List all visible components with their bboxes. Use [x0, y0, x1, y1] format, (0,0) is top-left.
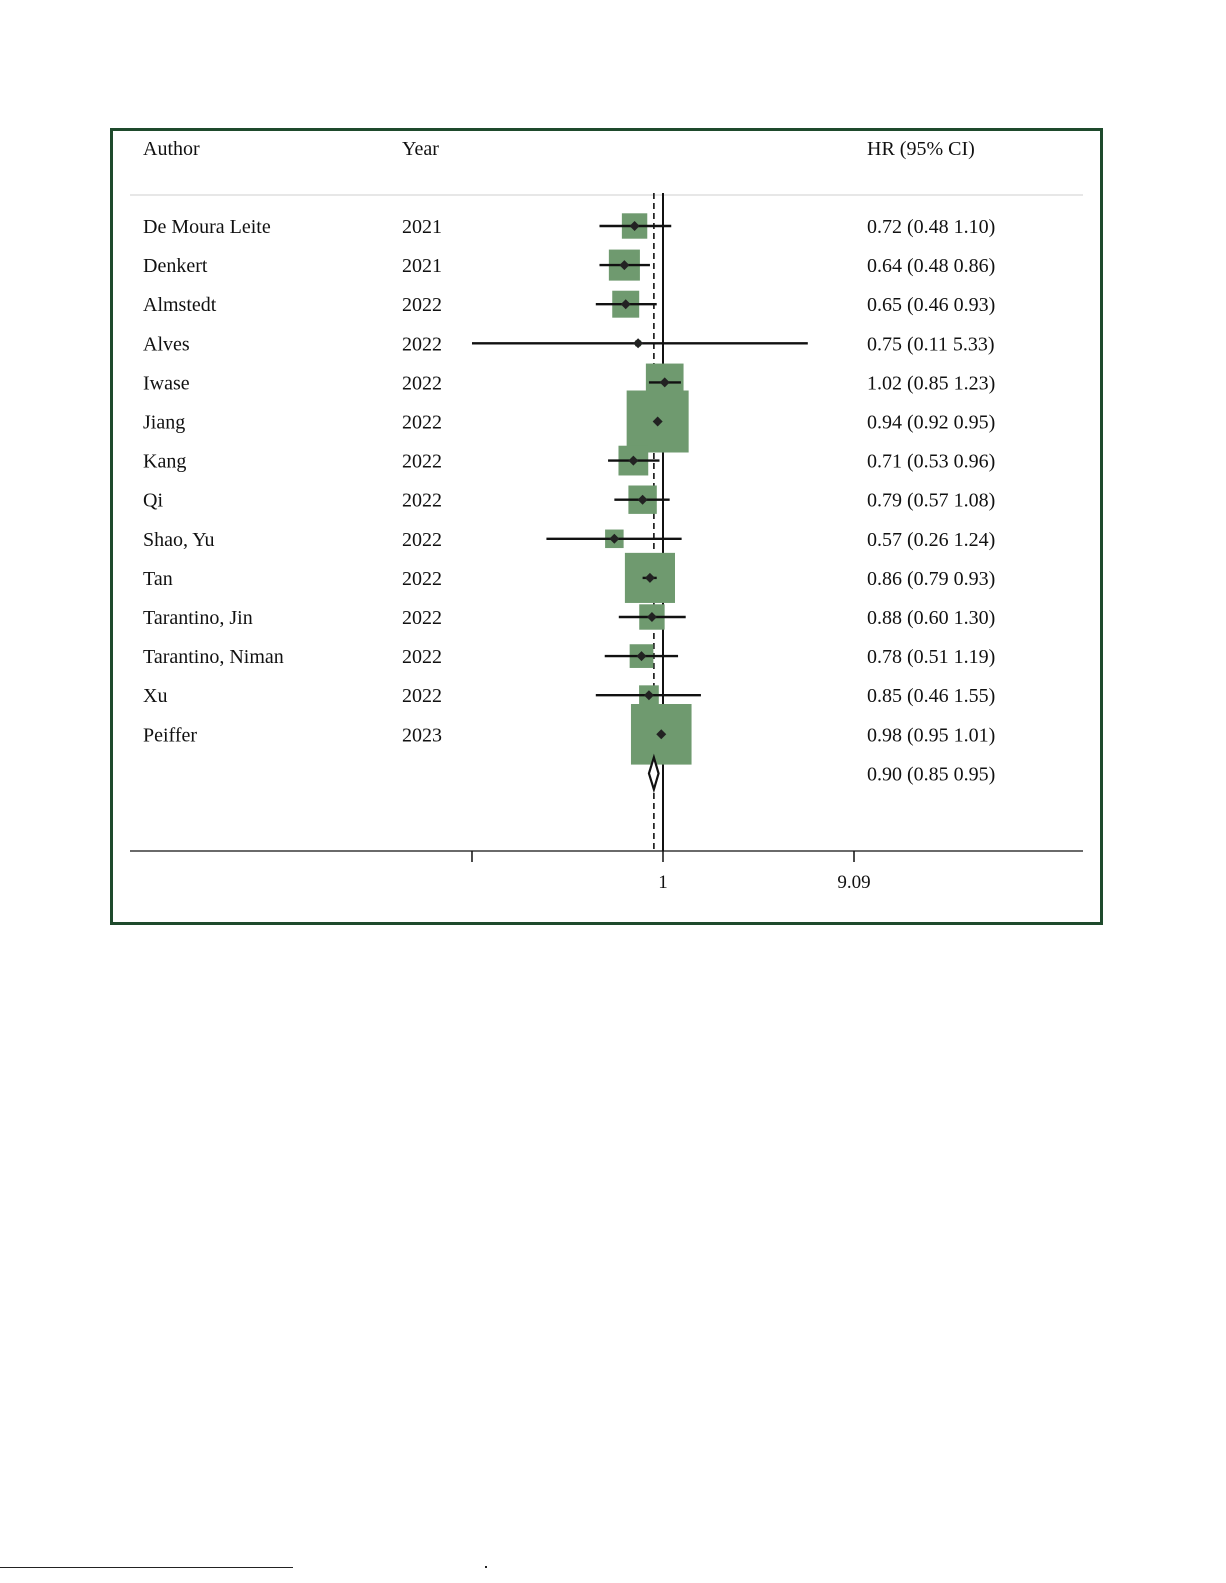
x-tick-label: 1	[658, 872, 668, 893]
study-year: 2022	[402, 489, 442, 512]
study-estimate: 0.86 (0.79 0.93)	[867, 567, 996, 590]
x-tick-label: 9.09	[837, 872, 871, 893]
study-year: 2022	[402, 685, 442, 708]
study-estimate: 0.72 (0.48 1.10)	[867, 216, 996, 238]
study-author: Shao, Yu	[143, 528, 215, 551]
study-estimate: 0.64 (0.48 0.86)	[867, 255, 996, 278]
study-estimate: 0.57 (0.26 1.24)	[867, 528, 996, 551]
study-author: Alves	[143, 333, 190, 356]
study-author: Qi	[143, 489, 163, 512]
study-estimate: 0.85 (0.46 1.55)	[867, 685, 996, 708]
study-author: Xu	[143, 685, 168, 708]
point-estimate	[633, 338, 643, 348]
footer-rule	[0, 1567, 293, 1568]
header-author: Author	[143, 138, 200, 160]
study-estimate: 0.79 (0.57 1.08)	[867, 489, 996, 512]
study-author: Iwase	[143, 372, 190, 395]
study-year: 2022	[402, 450, 442, 473]
study-year: 2022	[402, 411, 442, 434]
study-author: Tarantino, Niman	[143, 646, 284, 669]
study-year: 2023	[402, 724, 442, 747]
study-estimate: 0.65 (0.46 0.93)	[867, 294, 996, 317]
study-year: 2022	[402, 646, 442, 669]
study-author: Tarantino, Jin	[143, 607, 253, 629]
study-estimate: 0.88 (0.60 1.30)	[867, 607, 996, 629]
header-year: Year	[402, 138, 439, 160]
study-year: 2022	[402, 294, 442, 317]
study-author: Almstedt	[143, 294, 217, 317]
study-estimate: 0.98 (0.95 1.01)	[867, 724, 996, 747]
study-year: 2022	[402, 528, 442, 551]
study-year: 2022	[402, 333, 442, 356]
study-estimate: 0.94 (0.92 0.95)	[867, 411, 996, 434]
study-year: 2022	[402, 372, 442, 395]
overall-estimate: 0.90 (0.85 0.95)	[867, 763, 996, 786]
study-author: Peiffer	[143, 724, 198, 747]
study-year: 2021	[402, 216, 442, 238]
study-estimate: 0.75 (0.11 5.33)	[867, 333, 995, 356]
header-estimate: HR (95% CI)	[867, 138, 975, 160]
study-year: 2022	[402, 567, 442, 590]
study-year: 2022	[402, 607, 442, 629]
study-year: 2021	[402, 255, 442, 278]
study-author: Tan	[143, 567, 173, 590]
footer-mark	[485, 1566, 487, 1568]
study-estimate: 1.02 (0.85 1.23)	[867, 372, 996, 395]
study-estimate: 0.78 (0.51 1.19)	[867, 646, 996, 669]
study-author: Denkert	[143, 255, 208, 278]
study-author: Jiang	[143, 411, 186, 434]
study-estimate: 0.71 (0.53 0.96)	[867, 450, 996, 473]
study-author: De Moura Leite	[143, 216, 271, 238]
study-author: Kang	[143, 450, 187, 473]
